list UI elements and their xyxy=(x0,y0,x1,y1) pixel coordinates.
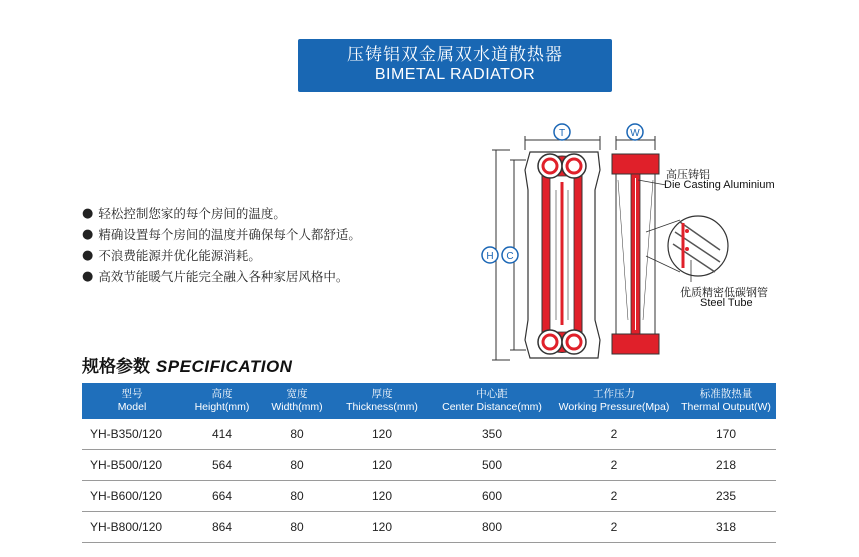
feature-item xyxy=(82,266,361,287)
cell-center-distance: 600 xyxy=(432,481,552,512)
svg-text:C: C xyxy=(506,251,514,262)
cell-width: 80 xyxy=(262,481,332,512)
dim-w-badge xyxy=(627,124,643,140)
feature-text: 轻松控制您家的每个房间的温度。 xyxy=(98,206,286,221)
cell-working-pressure: 2 xyxy=(552,450,676,481)
cell-model: YH-B500/120 xyxy=(82,450,182,481)
cell-model: YH-B600/120 xyxy=(82,481,182,512)
cell-height: 664 xyxy=(182,481,262,512)
spec-heading-zh: 规格参数 xyxy=(82,357,150,377)
cell-thermal-output: 318 xyxy=(676,512,776,543)
table-row xyxy=(82,419,776,450)
cell-height: 564 xyxy=(182,450,262,481)
spec-header-row xyxy=(82,383,776,419)
cell-thermal-output: 235 xyxy=(676,481,776,512)
col-header-width: 宽度 Width(mm) xyxy=(271,388,323,413)
table-row xyxy=(82,450,776,481)
title-zh: 压铸铝双金属双水道散热器 xyxy=(347,45,563,65)
die-casting-label-zh: 高压铸铝 xyxy=(666,168,710,181)
col-header-working-pressure: 工作压力 Working Pressure(Mpa) xyxy=(558,388,670,413)
feature-list xyxy=(82,203,361,287)
col-header-thermal-output: 标准散热量 Thermal Output(W) xyxy=(681,388,771,413)
feature-text: 精确设置每个房间的温度并确保每个人都舒适。 xyxy=(98,227,361,242)
cell-thermal-output: 170 xyxy=(676,419,776,450)
cell-working-pressure: 2 xyxy=(552,512,676,543)
cell-thickness: 120 xyxy=(332,512,432,543)
spec-table xyxy=(82,383,776,543)
cell-center-distance: 350 xyxy=(432,419,552,450)
steel-tube-label-zh: 优质精密低碳钢管 xyxy=(680,286,768,299)
feature-item xyxy=(82,203,361,224)
svg-text:T: T xyxy=(558,128,566,139)
feature-text: 高效节能暖气片能完全融入各种家居风格中。 xyxy=(98,269,349,284)
svg-text:W: W xyxy=(630,128,640,139)
table-row xyxy=(82,512,776,543)
feature-item xyxy=(82,245,361,266)
cell-height: 864 xyxy=(182,512,262,543)
table-row xyxy=(82,481,776,512)
cell-center-distance: 500 xyxy=(432,450,552,481)
dimension-badges xyxy=(470,120,800,365)
bullet-icon: ● xyxy=(82,206,94,221)
cell-thermal-output: 218 xyxy=(676,450,776,481)
col-header-height: 高度 Height(mm) xyxy=(194,388,250,413)
feature-text: 不浪费能源并优化能源消耗。 xyxy=(98,248,261,263)
cell-thickness: 120 xyxy=(332,481,432,512)
radiator-diagram xyxy=(470,120,800,365)
cell-model: YH-B350/120 xyxy=(82,419,182,450)
cell-width: 80 xyxy=(262,419,332,450)
cell-width: 80 xyxy=(262,512,332,543)
spec-heading xyxy=(82,352,292,377)
cell-working-pressure: 2 xyxy=(552,481,676,512)
bullet-icon: ● xyxy=(82,248,94,263)
cell-width: 80 xyxy=(262,450,332,481)
cell-thickness: 120 xyxy=(332,450,432,481)
die-casting-label-en: Die Casting Aluminium xyxy=(664,179,775,191)
col-header-thickness: 厚度 Thickness(mm) xyxy=(346,388,418,413)
col-header-model: 型号 Model xyxy=(117,388,147,413)
steel-tube-label-en: Steel Tube xyxy=(700,297,753,309)
title-en: BIMETAL RADIATOR xyxy=(374,66,536,83)
dim-c-badge xyxy=(502,247,518,263)
cell-center-distance: 800 xyxy=(432,512,552,543)
col-header-center-distance: 中心距 Center Distance(mm) xyxy=(442,388,542,413)
dim-h-badge xyxy=(482,247,498,263)
svg-text:H: H xyxy=(486,251,494,262)
cell-model: YH-B800/120 xyxy=(82,512,182,543)
cell-thickness: 120 xyxy=(332,419,432,450)
dim-t-badge xyxy=(554,124,570,140)
feature-item xyxy=(82,224,361,245)
cell-height: 414 xyxy=(182,419,262,450)
title-banner xyxy=(298,39,612,92)
spec-heading-en: SPECIFICATION xyxy=(155,357,293,376)
bullet-icon: ● xyxy=(82,269,94,284)
bullet-icon: ● xyxy=(82,227,94,242)
cell-working-pressure: 2 xyxy=(552,419,676,450)
